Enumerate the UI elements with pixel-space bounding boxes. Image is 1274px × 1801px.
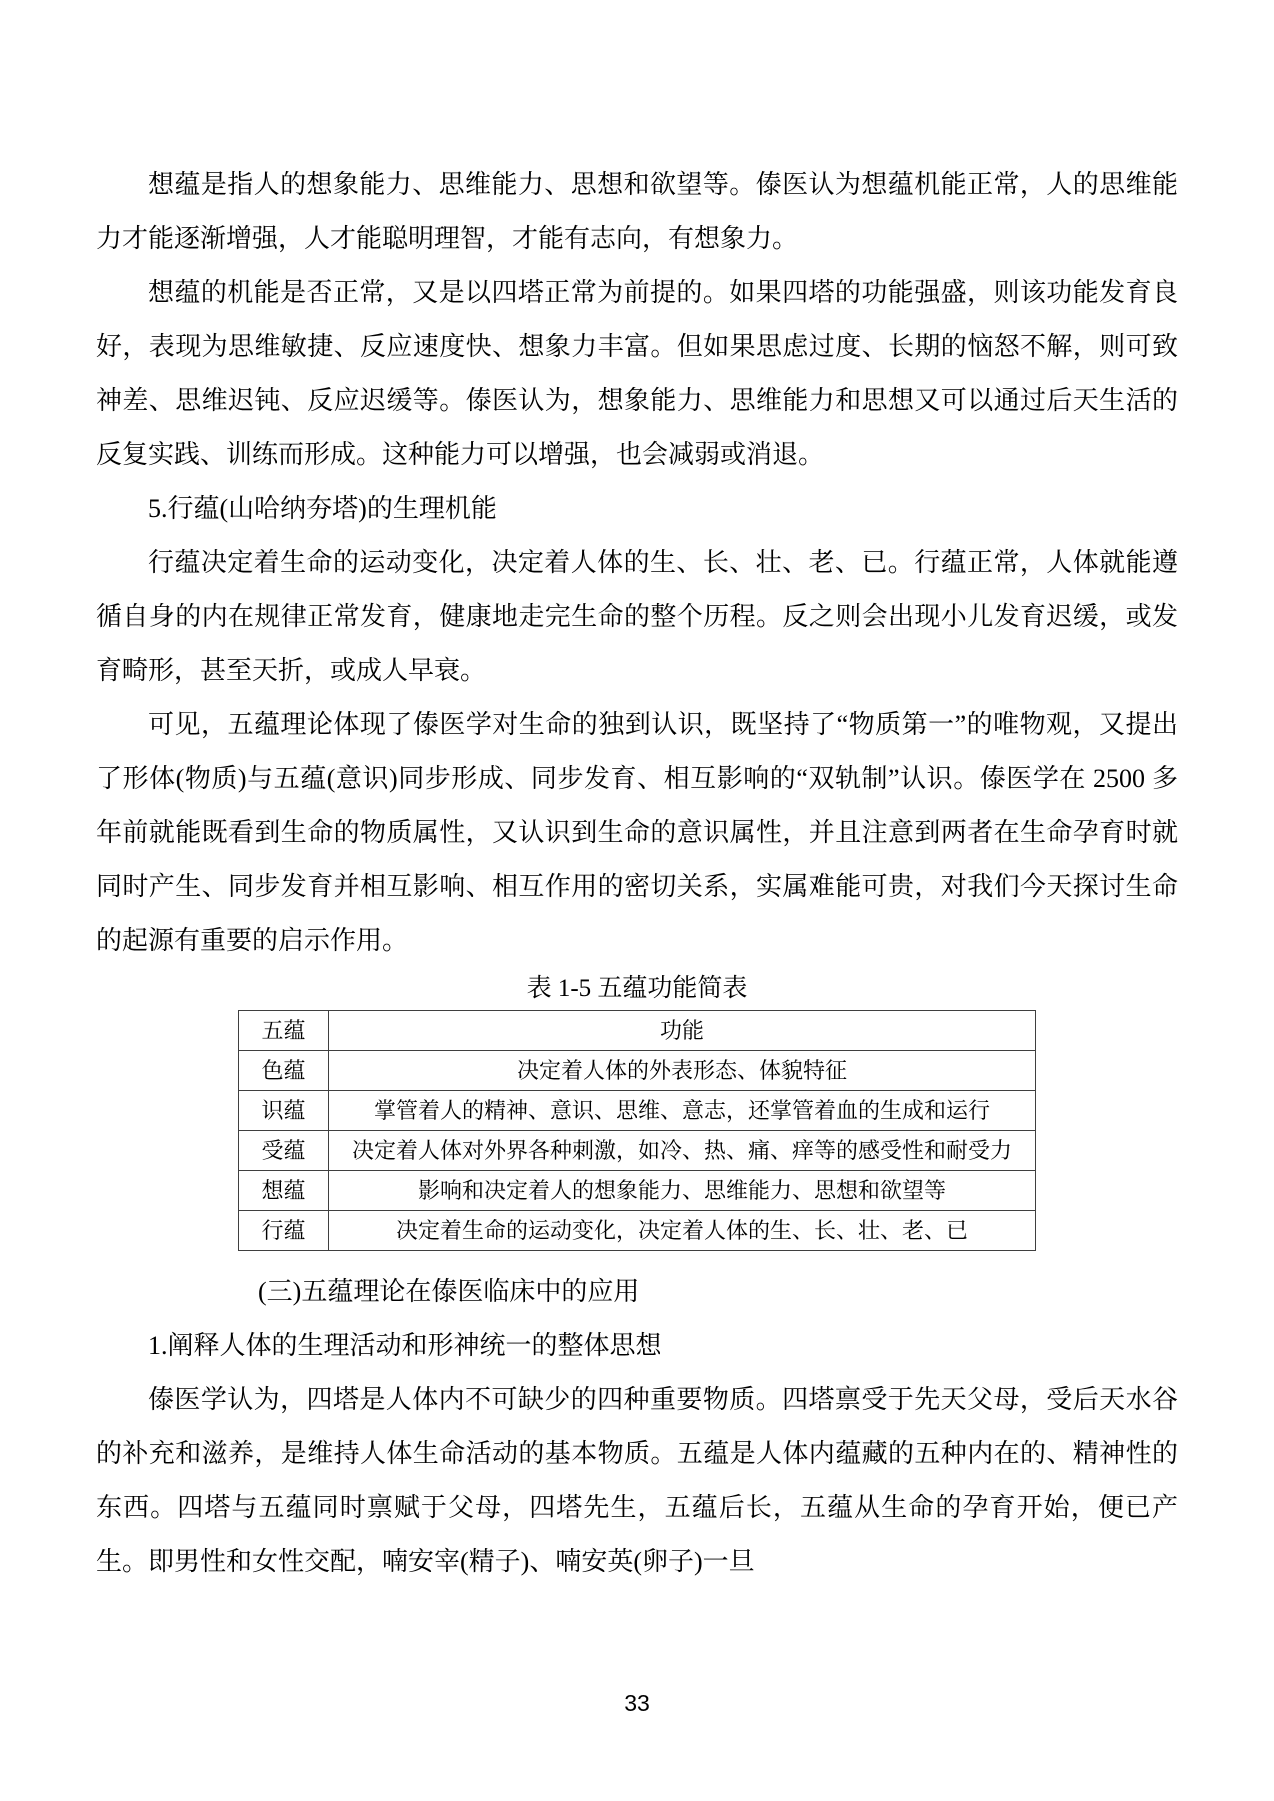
paragraph-xiangyun-function: 想蕴的机能是否正常，又是以四塔正常为前提的。如果四塔的功能强盛，则该功能发育良好，表现为思维敏捷、反应速度快、想象力丰富。但如果思虑过度、长期的恼怒不解，则可致神差、思维迟钝、反应迟缓等。傣医认为，想象能力、思维能力和思想又可以通过后天生活的反复实践、训练而形成。这种能力可以增强，也会减弱或消退。: [96, 278, 1178, 469]
table-cell-name: 受蕴: [239, 1131, 329, 1171]
table-caption: 表 1-5 五蕴功能简表: [526, 975, 748, 1002]
table-row: [239, 1091, 1036, 1131]
table-cell-name: 行蕴: [239, 1211, 329, 1251]
table-header-wuyun: 五蕴: [239, 1011, 329, 1051]
table-row: [239, 1211, 1036, 1251]
table-cell-name: 识蕴: [239, 1091, 329, 1131]
table-row: [239, 1171, 1036, 1211]
page-number: 33: [624, 1690, 650, 1716]
table-header-gongneng: 功能: [329, 1011, 1036, 1051]
wuyun-function-table: [238, 1010, 1036, 1251]
table-header-row: [239, 1011, 1036, 1051]
paragraph-sita-wuyun: 傣医学认为，四塔是人体内不可缺少的四种重要物质。四塔禀受于先天父母，受后天水谷的补充和滋养，是维持人体生命活动的基本物质。五蕴是人体内蕴藏的五种内在的、精神性的东西。四塔与五蕴同时禀赋于父母，四塔先生，五蕴后长，五蕴从生命的孕育开始，便已产生。即男性和女性交配，喃安宰(精子)、喃安英(卵子)一旦: [96, 1385, 1178, 1576]
table-cell-function: 影响和决定着人的想象能力、思维能力、思想和欲望等: [329, 1171, 1036, 1211]
heading-section-three: (三)五蕴理论在傣医临床中的应用: [258, 1277, 640, 1306]
table-row: [239, 1131, 1036, 1171]
table-cell-function: 掌管着人的精神、意识、思维、意志，还掌管着血的生成和运行: [329, 1091, 1036, 1131]
table-cell-function: 决定着人体对外界各种刺激，如冷、热、痛、痒等的感受性和耐受力: [329, 1131, 1036, 1171]
heading-xingyun-physiology: 5.行蕴(山哈纳夯塔)的生理机能: [148, 494, 497, 523]
paragraph-wuyun-summary: 可见，五蕴理论体现了傣医学对生命的独到认识，既坚持了“物质第一”的唯物观，又提出了形体(物质)与五蕴(意识)同步形成、同步发育、相互影响的“双轨制”认识。傣医学在 2500 多年前就能既看到生命的物质属性，又认识到生命的意识属性，并且注意到两者在生命孕育时就同时产生、同步发育并相互影响、相互作用的密切关系，实属难能可贵，对我们今天探讨生命的起源有重要的启示作用。: [96, 710, 1178, 955]
table-cell-name: 想蕴: [239, 1171, 329, 1211]
page-content: [96, 158, 1178, 1589]
table-cell-function: 决定着生命的运动变化，决定着人体的生、长、壮、老、已: [329, 1211, 1036, 1251]
paragraph-xiangyun-intro: 想蕴是指人的想象能力、思维能力、思想和欲望等。傣医认为想蕴机能正常，人的思维能力才能逐渐增强，人才能聪明理智，才能有志向，有想象力。: [96, 170, 1178, 253]
table-row: [239, 1051, 1036, 1091]
table-cell-function: 决定着人体的外表形态、体貌特征: [329, 1051, 1036, 1091]
table-cell-name: 色蕴: [239, 1051, 329, 1091]
paragraph-xingyun-detail: 行蕴决定着生命的运动变化，决定着人体的生、长、壮、老、已。行蕴正常，人体就能遵循自身的内在规律正常发育，健康地走完生命的整个历程。反之则会出现小儿发育迟缓，或发育畸形，甚至天折，或成人早衰。: [96, 548, 1178, 685]
heading-subsection-one: 1.阐释人体的生理活动和形神统一的整体思想: [148, 1331, 662, 1360]
